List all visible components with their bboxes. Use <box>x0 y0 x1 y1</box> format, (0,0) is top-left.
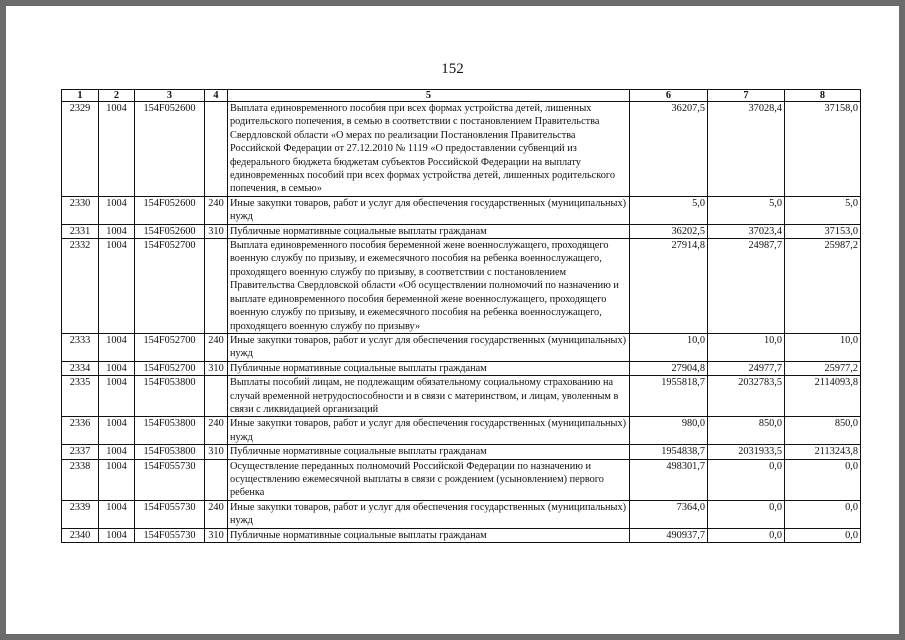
row-number-cell: 2333 <box>62 333 99 361</box>
amount-col6-cell: 498301,7 <box>630 459 708 500</box>
budget-table <box>61 89 861 543</box>
expense-type-cell <box>205 239 228 334</box>
table-header-row <box>62 90 861 102</box>
header-col-2: 2 <box>99 90 135 102</box>
section-code-cell: 1004 <box>99 528 135 542</box>
amount-col8-cell: 0,0 <box>785 528 861 542</box>
table-row <box>62 102 861 197</box>
row-number-cell: 2336 <box>62 417 99 445</box>
amount-col6-cell: 5,0 <box>630 196 708 224</box>
target-code-cell: 154F055730 <box>135 459 205 500</box>
amount-col6-cell: 1954838,7 <box>630 445 708 459</box>
row-number-cell: 2337 <box>62 445 99 459</box>
amount-col6-cell: 10,0 <box>630 333 708 361</box>
row-number-cell: 2332 <box>62 239 99 334</box>
header-col-6: 6 <box>630 90 708 102</box>
target-code-cell: 154F052700 <box>135 333 205 361</box>
header-col-7: 7 <box>708 90 785 102</box>
description-cell: Осуществление переданных полномочий Российской Федерации по назначению и осуществлению ежемесячной выплаты в связи с рождением (усыновлением) первого ребенка <box>228 459 630 500</box>
amount-col7-cell: 5,0 <box>708 196 785 224</box>
row-number-cell: 2339 <box>62 500 99 528</box>
target-code-cell: 154F053800 <box>135 376 205 417</box>
table-row <box>62 459 861 500</box>
table-row <box>62 528 861 542</box>
amount-col7-cell: 37028,4 <box>708 102 785 197</box>
target-code-cell: 154F052700 <box>135 239 205 334</box>
table-row <box>62 239 861 334</box>
amount-col8-cell: 0,0 <box>785 500 861 528</box>
row-number-cell: 2334 <box>62 361 99 375</box>
amount-col8-cell: 25987,2 <box>785 239 861 334</box>
description-cell: Публичные нормативные социальные выплаты гражданам <box>228 445 630 459</box>
amount-col8-cell: 37158,0 <box>785 102 861 197</box>
description-cell: Иные закупки товаров, работ и услуг для обеспечения государственных (муниципальных) нужд <box>228 333 630 361</box>
expense-type-cell <box>205 459 228 500</box>
description-cell: Выплата единовременного пособия при всех формах устройства детей, лишенных родительского попечения, в семью в соответствии с постановлением Правительства Свердловской области «О мерах по реализации Постановления Правительства Российской Федерации от 27.12.2010 № 1119 «О предоставлении субвенций из федерального бюджета бюджетам субъектов Российской Федерации на выплату единовременных пособий при всех формах устройства детей, лишенных родительского попечения, в семью» <box>228 102 630 197</box>
amount-col6-cell: 27914,8 <box>630 239 708 334</box>
amount-col6-cell: 490937,7 <box>630 528 708 542</box>
amount-col7-cell: 0,0 <box>708 500 785 528</box>
header-col-5: 5 <box>228 90 630 102</box>
amount-col7-cell: 0,0 <box>708 459 785 500</box>
row-number-cell: 2329 <box>62 102 99 197</box>
amount-col8-cell: 2114093,8 <box>785 376 861 417</box>
description-cell: Публичные нормативные социальные выплаты гражданам <box>228 224 630 238</box>
table-row <box>62 417 861 445</box>
amount-col6-cell: 980,0 <box>630 417 708 445</box>
target-code-cell: 154F052600 <box>135 102 205 197</box>
amount-col8-cell: 0,0 <box>785 459 861 500</box>
expense-type-cell: 240 <box>205 333 228 361</box>
document-page <box>6 6 899 634</box>
table-row <box>62 500 861 528</box>
expense-type-cell <box>205 376 228 417</box>
amount-col8-cell: 25977,2 <box>785 361 861 375</box>
row-number-cell: 2330 <box>62 196 99 224</box>
amount-col8-cell: 2113243,8 <box>785 445 861 459</box>
amount-col6-cell: 36202,5 <box>630 224 708 238</box>
amount-col7-cell: 37023,4 <box>708 224 785 238</box>
table-row <box>62 333 861 361</box>
section-code-cell: 1004 <box>99 500 135 528</box>
table-row <box>62 196 861 224</box>
section-code-cell: 1004 <box>99 333 135 361</box>
section-code-cell: 1004 <box>99 361 135 375</box>
amount-col7-cell: 24987,7 <box>708 239 785 334</box>
section-code-cell: 1004 <box>99 459 135 500</box>
target-code-cell: 154F055730 <box>135 500 205 528</box>
expense-type-cell: 310 <box>205 361 228 375</box>
table-body <box>62 102 861 543</box>
page-number: 152 <box>441 61 464 77</box>
target-code-cell: 154F052700 <box>135 361 205 375</box>
row-number-cell: 2340 <box>62 528 99 542</box>
expense-type-cell: 240 <box>205 500 228 528</box>
expense-type-cell: 240 <box>205 417 228 445</box>
section-code-cell: 1004 <box>99 239 135 334</box>
section-code-cell: 1004 <box>99 376 135 417</box>
section-code-cell: 1004 <box>99 102 135 197</box>
table-row <box>62 376 861 417</box>
table-row <box>62 224 861 238</box>
row-number-cell: 2335 <box>62 376 99 417</box>
description-cell: Иные закупки товаров, работ и услуг для обеспечения государственных (муниципальных) нужд <box>228 500 630 528</box>
description-cell: Публичные нормативные социальные выплаты гражданам <box>228 361 630 375</box>
header-col-3: 3 <box>135 90 205 102</box>
section-code-cell: 1004 <box>99 224 135 238</box>
table-row <box>62 361 861 375</box>
header-col-4: 4 <box>205 90 228 102</box>
description-cell: Иные закупки товаров, работ и услуг для обеспечения государственных (муниципальных) нужд <box>228 417 630 445</box>
target-code-cell: 154F053800 <box>135 417 205 445</box>
target-code-cell: 154F052600 <box>135 196 205 224</box>
row-number-cell: 2338 <box>62 459 99 500</box>
expense-type-cell: 310 <box>205 445 228 459</box>
amount-col6-cell: 7364,0 <box>630 500 708 528</box>
description-cell: Иные закупки товаров, работ и услуг для обеспечения государственных (муниципальных) нужд <box>228 196 630 224</box>
description-cell: Выплаты пособий лицам, не подлежащим обязательному социальному страхованию на случай временной нетрудоспособности и в связи с материнством, и лицам, уволенным в связи с ликвидацией организаций <box>228 376 630 417</box>
amount-col7-cell: 0,0 <box>708 528 785 542</box>
target-code-cell: 154F052600 <box>135 224 205 238</box>
section-code-cell: 1004 <box>99 417 135 445</box>
amount-col6-cell: 1955818,7 <box>630 376 708 417</box>
target-code-cell: 154F055730 <box>135 528 205 542</box>
header-col-1: 1 <box>62 90 99 102</box>
section-code-cell: 1004 <box>99 196 135 224</box>
amount-col7-cell: 850,0 <box>708 417 785 445</box>
expense-type-cell: 240 <box>205 196 228 224</box>
amount-col7-cell: 10,0 <box>708 333 785 361</box>
header-col-8: 8 <box>785 90 861 102</box>
target-code-cell: 154F053800 <box>135 445 205 459</box>
description-cell: Публичные нормативные социальные выплаты гражданам <box>228 528 630 542</box>
section-code-cell: 1004 <box>99 445 135 459</box>
amount-col7-cell: 2031933,5 <box>708 445 785 459</box>
expense-type-cell: 310 <box>205 224 228 238</box>
amount-col8-cell: 10,0 <box>785 333 861 361</box>
table-row <box>62 445 861 459</box>
amount-col8-cell: 5,0 <box>785 196 861 224</box>
row-number-cell: 2331 <box>62 224 99 238</box>
amount-col8-cell: 37153,0 <box>785 224 861 238</box>
amount-col6-cell: 36207,5 <box>630 102 708 197</box>
amount-col8-cell: 850,0 <box>785 417 861 445</box>
expense-type-cell <box>205 102 228 197</box>
expense-type-cell: 310 <box>205 528 228 542</box>
amount-col6-cell: 27904,8 <box>630 361 708 375</box>
amount-col7-cell: 24977,7 <box>708 361 785 375</box>
description-cell: Выплата единовременного пособия беременной жене военнослужащего, проходящего военную службу по призыву, и ежемесячного пособия на ребенка военнослужащего, проходящего военную службу по призыву, в соответствии с постановлением Правительства Свердловской области «Об осуществлении полномочий по назначению и выплате единовременного пособия беременной жене военнослужащего, проходящего военную службу по призыву, и ежемесячного пособия на ребенка военнослужащего, проходящего военную службу по призыву» <box>228 239 630 334</box>
amount-col7-cell: 2032783,5 <box>708 376 785 417</box>
